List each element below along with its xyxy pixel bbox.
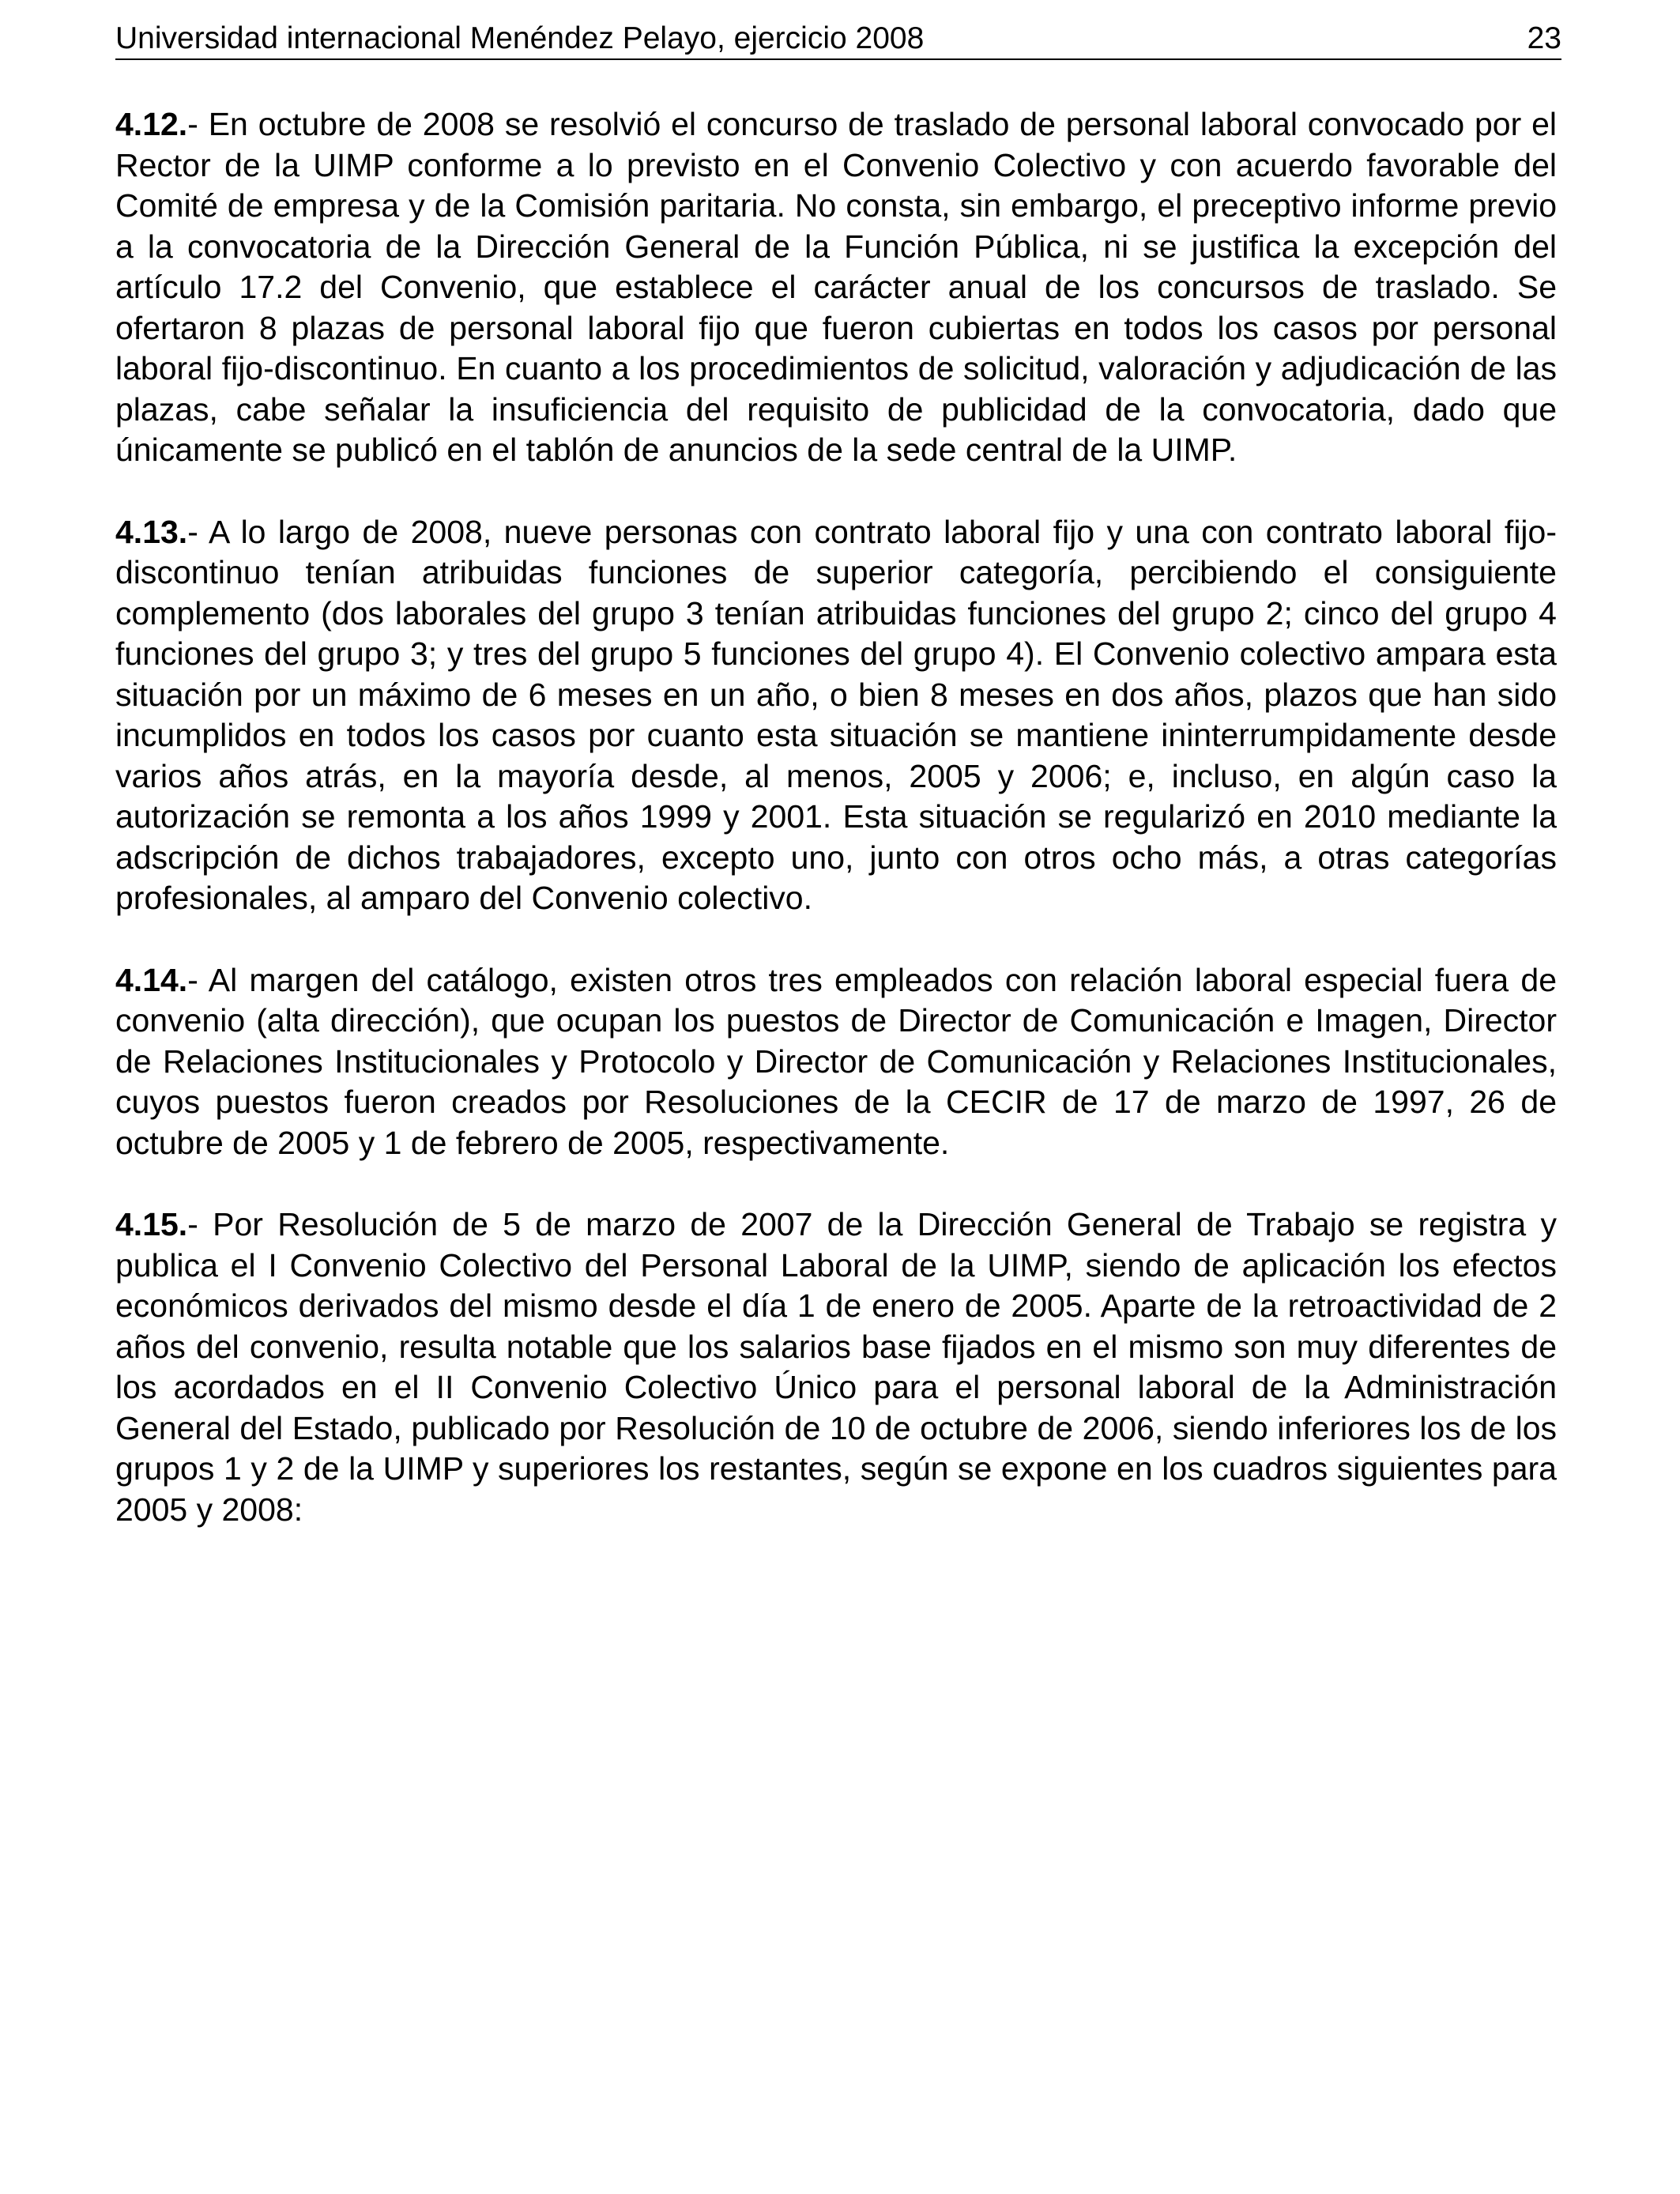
paragraph-text: - En octubre de 2008 se resolvió el concurso de traslado de personal laboral convocado por el Rector de la UIMP conforme a lo previsto en el Convenio Colectivo y con acuerdo favorable del Comité de empresa y de la Comisión paritaria. No consta, sin embargo, el preceptivo informe previo a la convocatoria de la Dirección General de la Función Pública, ni se justifica la excepción del artículo 17.2 del Convenio, que establece el carácter anual de los concursos de traslado. Se ofertaron 8 plazas de personal laboral fijo que fueron cubiertas en todos los casos por personal laboral fijo-discontinuo. En cuanto a los procedimientos de solicitud, valoración y adjudicación de las plazas, cabe señalar la insuficiencia del requisito de publicidad de la convocatoria, dado que únicamente se publicó en el tablón de anuncios de la sede central de la UIMP. [115,106,1557,468]
paragraph-4-13 [115,512,1557,919]
document-body [115,104,1557,1571]
header-title: Universidad internacional Menéndez Pelayo, ejercicio 2008 [115,21,925,55]
paragraph-number: 4.14. [115,961,188,998]
page-number: 23 [1527,21,1561,55]
paragraph-text: - Al margen del catálogo, existen otros tres empleados con relación laboral especial fuera de convenio (alta dirección), que ocupan los puestos de Director de Comunicación e Imagen, Director de Relaciones Institucionales y Protocolo y Director de Comunicación y Relaciones Institucionales, cuyos puestos fueron creados por Resoluciones de la CECIR de 17 de marzo de 1997, 26 de octubre de 2005 y 1 de febrero de 2005, respectivamente. [115,961,1557,1161]
paragraph-number: 4.12. [115,106,188,142]
paragraph-4-12 [115,104,1557,471]
paragraph-number: 4.13. [115,513,188,550]
paragraph-4-14 [115,960,1557,1164]
paragraph-text: - A lo largo de 2008, nueve personas con contrato laboral fijo y una con contrato laboral fijo-discontinuo tenían atribuidas funciones de superior categoría, percibiendo el consiguiente complemento (dos laborales del grupo 3 tenían atribuidas funciones del grupo 2; cinco del grupo 4 funciones del grupo 3; y tres del grupo 5 funciones del grupo 4). El Convenio colectivo ampara esta situación por un máximo de 6 meses en un año, o bien 8 meses en dos años, plazos que han sido incumplidos en todos los casos por cuanto esta situación se mantiene ininterrumpidamente desde varios años atrás, en la mayoría desde, al menos, 2005 y 2006; e, incluso, en algún caso la autorización se remonta a los años 1999 y 2001. Esta situación se regularizó en 2010 mediante la adscripción de dichos trabajadores, excepto uno, junto con otros ocho más, a otras categorías profesionales, al amparo del Convenio colectivo. [115,513,1557,916]
paragraph-4-15 [115,1204,1557,1530]
paragraph-text: - Por Resolución de 5 de marzo de 2007 de la Dirección General de Trabajo se registra y publica el I Convenio Colectivo del Personal Laboral de la UIMP, siendo de aplicación los efectos económicos derivados del mismo desde el día 1 de enero de 2005. Aparte de la retroactividad de 2 años del convenio, resulta notable que los salarios base fijados en el mismo son muy diferentes de los acordados en el II Convenio Colectivo Único para el personal laboral de la Administración General del Estado, publicado por Resolución de 10 de octubre de 2006, siendo inferiores los de los grupos 1 y 2 de la UIMP y superiores los restantes, según se expone en los cuadros siguientes para 2005 y 2008: [115,1206,1557,1528]
paragraph-number: 4.15. [115,1206,188,1242]
page-header [115,17,1561,60]
